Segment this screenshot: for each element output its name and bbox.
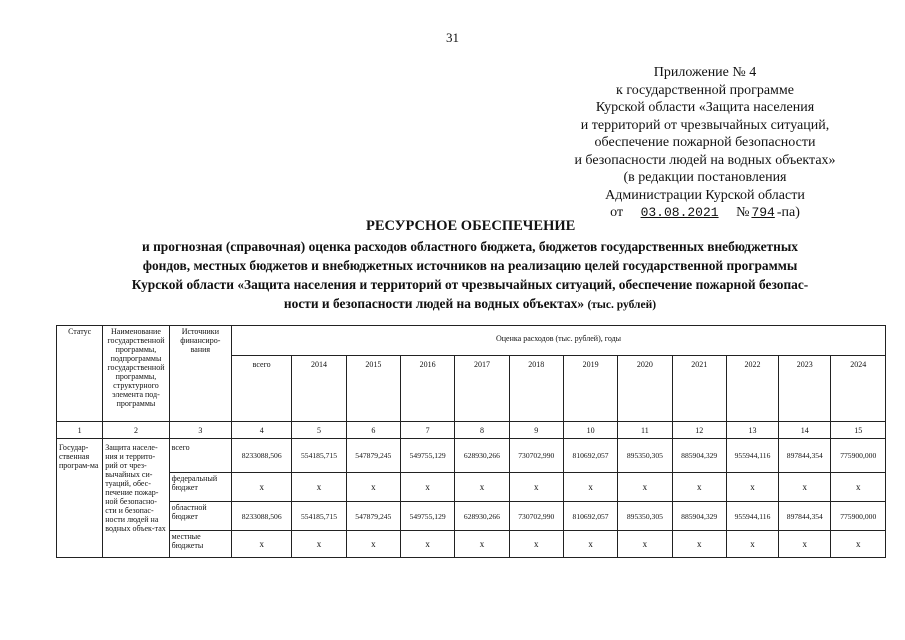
status-cell: Государ-ственная програм-ма <box>57 439 103 558</box>
table-row <box>57 439 886 473</box>
appendix-line: к государственной программе <box>616 82 794 98</box>
value-cell: 885904,329 <box>672 439 726 473</box>
header-status: Статус <box>57 326 103 422</box>
header-year: 2017 <box>455 356 509 422</box>
value-cell: 547879,245 <box>346 502 400 531</box>
header-year: 2019 <box>563 356 617 422</box>
value-cell: 730702,990 <box>509 502 563 531</box>
column-number: 5 <box>292 422 346 439</box>
subtitle-line: и прогнозная (справочная) оценка расходов областного бюджета, бюджетов государственных внебюджетных <box>142 239 798 254</box>
value-cell: x <box>779 473 831 502</box>
value-cell: 8233088,506 <box>232 502 292 531</box>
header-year: всего <box>232 356 292 422</box>
value-cell: 554185,715 <box>292 439 346 473</box>
program-name-cell: Защита населе-ния и террито-рий от чрез-вычайных си-туаций, обес-печение пожар-ной безопасно-сти и безопас-ности людей на водных объек-тах <box>103 439 169 558</box>
column-number: 9 <box>509 422 563 439</box>
value-cell: x <box>779 531 831 558</box>
value-cell: x <box>726 531 778 558</box>
value-cell: 775900,000 <box>831 439 886 473</box>
value-cell: 895350,305 <box>618 502 672 531</box>
value-cell: x <box>672 473 726 502</box>
column-number: 14 <box>779 422 831 439</box>
value-cell: 897844,354 <box>779 439 831 473</box>
value-cell: x <box>509 531 563 558</box>
value-cell: 549755,129 <box>400 502 454 531</box>
appendix-line: Курской области «Защита населения <box>595 100 815 115</box>
value-cell: 810692,057 <box>563 439 617 473</box>
document-title: РЕСУРСНОЕ ОБЕСПЕЧЕНИЕ <box>366 218 576 234</box>
value-cell: 554185,715 <box>292 502 346 531</box>
value-cell: x <box>292 531 346 558</box>
column-number: 2 <box>103 422 169 439</box>
column-number: 10 <box>563 422 617 439</box>
column-number: 6 <box>346 422 400 439</box>
value-cell: 810692,057 <box>563 502 617 531</box>
header-year: 2018 <box>509 356 563 422</box>
value-cell: x <box>400 531 454 558</box>
resolution-date: 03.08.2021 <box>640 205 719 220</box>
subtitle-line: Курской области «Защита населения и территорий от чрезвычайных ситуаций, обеспечение пожарной безопас- <box>131 277 809 292</box>
appendix-line: Администрации Курской области <box>605 187 805 203</box>
table-row <box>57 473 886 502</box>
appendix-block <box>555 64 855 222</box>
value-cell: x <box>232 473 292 502</box>
column-number: 8 <box>455 422 509 439</box>
value-cell: 730702,990 <box>509 439 563 473</box>
value-cell: 547879,245 <box>346 439 400 473</box>
subtitle-line: фондов, местных бюджетов и внебюджетных источников на реализацию целей государственной программы <box>142 258 798 273</box>
value-cell: x <box>232 531 292 558</box>
value-cell: 628930,266 <box>455 439 509 473</box>
header-year: 2015 <box>346 356 400 422</box>
resource-table <box>56 325 886 558</box>
appendix-line: и территорий от чрезвычайных ситуаций, <box>580 117 830 133</box>
value-cell: 549755,129 <box>400 439 454 473</box>
value-cell: 885904,329 <box>672 502 726 531</box>
value-cell: x <box>455 531 509 558</box>
resolution-ref <box>555 204 855 222</box>
column-number: 7 <box>400 422 454 439</box>
value-cell: 8233088,506 <box>232 439 292 473</box>
page-number: 31 <box>446 30 459 45</box>
header-source: Источники финансиро-вания <box>169 326 231 422</box>
value-cell: 955944,116 <box>726 502 778 531</box>
resolution-number: 794 <box>751 205 775 220</box>
value-cell: x <box>618 531 672 558</box>
header-year: 2014 <box>292 356 346 422</box>
value-cell: 628930,266 <box>455 502 509 531</box>
column-number: 15 <box>831 422 886 439</box>
value-cell: x <box>563 473 617 502</box>
value-cell: 895350,305 <box>618 439 672 473</box>
column-number: 13 <box>726 422 778 439</box>
column-number: 1 <box>57 422 103 439</box>
subtitle-unit: (тыс. рублей) <box>587 299 657 311</box>
value-cell: x <box>726 473 778 502</box>
from-label: от <box>610 205 624 220</box>
value-cell: x <box>509 473 563 502</box>
value-cell: 775900,000 <box>831 502 886 531</box>
column-number: 12 <box>672 422 726 439</box>
subtitle-line-end: ности и безопасности людей на водных объектах» <box>283 296 585 311</box>
header-year: 2023 <box>779 356 831 422</box>
appendix-line: (в редакции постановления <box>623 170 787 185</box>
value-cell: 955944,116 <box>726 439 778 473</box>
value-cell: x <box>455 473 509 502</box>
table-row <box>57 531 886 558</box>
appendix-line: Приложение № 4 <box>653 65 757 80</box>
header-year: 2020 <box>618 356 672 422</box>
value-cell: x <box>292 473 346 502</box>
value-cell: x <box>672 531 726 558</box>
value-cell: x <box>618 473 672 502</box>
source-cell: всего <box>169 439 231 473</box>
value-cell: x <box>831 531 886 558</box>
header-year: 2024 <box>831 356 886 422</box>
header-estimate: Оценка расходов (тыс. рублей), годы <box>232 326 886 356</box>
appendix-line: обеспечение пожарной безопасности <box>594 135 816 150</box>
value-cell: 897844,354 <box>779 502 831 531</box>
column-number: 11 <box>618 422 672 439</box>
source-cell: федеральный бюджет <box>169 473 231 502</box>
value-cell: x <box>346 531 400 558</box>
header-name: Наименование государственной программы, подпрограммы государственной программы, структурного элемента под-программы <box>103 326 169 422</box>
header-year: 2022 <box>726 356 778 422</box>
value-cell: x <box>831 473 886 502</box>
header-year: 2016 <box>400 356 454 422</box>
source-cell: областной бюджет <box>169 502 231 531</box>
appendix-line: и безопасности людей на водных объектах» <box>574 152 836 168</box>
value-cell: x <box>400 473 454 502</box>
column-number: 3 <box>169 422 231 439</box>
document-subtitle <box>70 237 870 315</box>
value-cell: x <box>563 531 617 558</box>
header-year: 2021 <box>672 356 726 422</box>
source-cell: местные бюджеты <box>169 531 231 558</box>
number-suffix: -па) <box>776 205 800 220</box>
value-cell: x <box>346 473 400 502</box>
number-label: № <box>736 205 750 220</box>
table-row <box>57 502 886 531</box>
column-number: 4 <box>232 422 292 439</box>
subtitle-line <box>70 294 870 315</box>
